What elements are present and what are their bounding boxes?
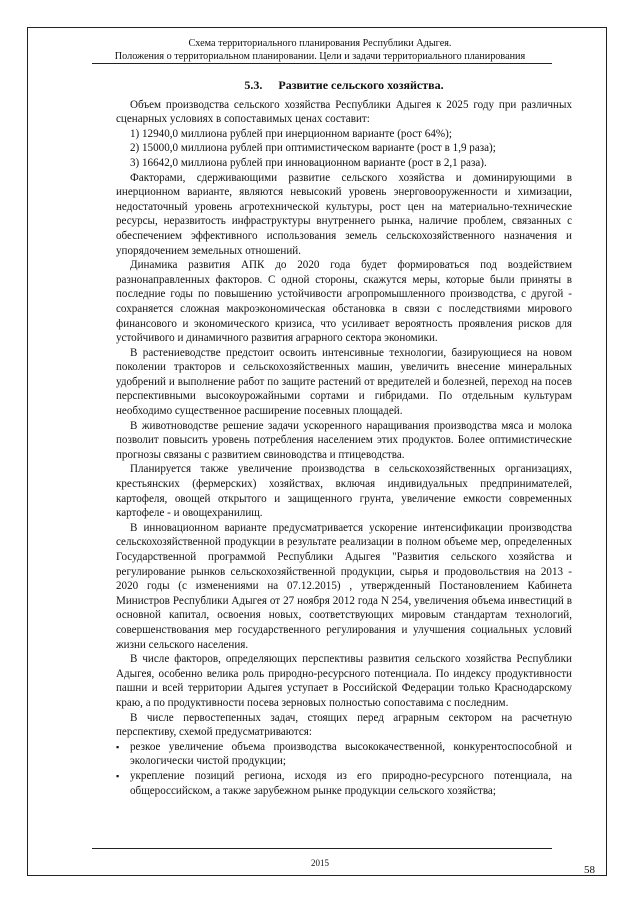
paragraph-livestock: В животноводстве решение задачи ускоренного наращивания производства мяса и молока позволит повысить уровень потребления населением этих продуктов. Более оптимистические прогнозы связаны с развитием свиноводства и птицеводства. [116,419,572,461]
page-header [76,38,564,63]
page-number: 58 [584,864,595,876]
paragraph-dynamics: Динамика развития АПК до 2020 года будет формироваться под воздействием разнонаправленных факторов. С одной стороны, скажутся меры, которые были приняты в последние годы по повышению устойчивости агропромышленного производства, с другой - сохраняется сложная макроэкономическая обстановка в связи с последствиями мирового финансового и экономического кризиса, что усиливает вероятность проявления рисков для устойчивого и динамичного развития аграрного сектора экономики. [116,259,572,345]
list-item-scenario-2: 2) 15000,0 миллиона рублей при оптимистическом варианте (рост в 1,9 раза); [130,142,496,155]
paragraph-constraints: Факторами, сдерживающими развитие сельского хозяйства и доминирующими в инерционном варианте, являются невысокий уровень энерговооруженности и химизации, недостаточный уровень агротехнической культуры, рост цен на материально-технические ресурсы, неразвитость инфраструктуры внутреннего рынка, наличие проблем, связанных с обеспечением эффективного использования земель сельскохозяйственного назначения и упорядочением земельных отношений. [116,171,572,257]
paragraph-natural-resources: В числе факторов, определяющих перспективы развития сельского хозяйства Республики Адыгея, особенно велика роль природно-ресурсного потенциала. По индексу продуктивности пашни и всей территории Адыгея уступает в Российской Федерации только Краснодарскому краю, а по продуктивности посева зерновых полностью сопоставима с последним. [116,653,572,709]
header-line-2: Положения о территориальном планировании. Цели и задачи территориального планирования [114,50,526,62]
list-item [116,740,572,769]
paragraph-production-plans: Планируется также увеличение производства в сельскохозяйственных организациях, крестьянских (фермерских) хозяйствах, включая индивидуальных предпринимателей, картофеля, овощей открытого и защищенного грунта, увеличение емкости современных картофеле - и овощехранилищ. [116,463,572,520]
paragraph-crop-farming: В растениеводстве предстоит освоить интенсивные технологии, базирующиеся на новом поколении тракторов и сельскохозяйственных машин, увеличить внесение минеральных удобрений и выполнение работ по защите растений от вредителей и болезней, переход на посев перспективными высокоурожайными сортами и гибридами. По отдельным культурам необходимо существенное расширение посевных площадей. [116,346,572,418]
bullet-text: укрепление позиций региона, исходя из его природно-ресурсного потенциала, на общероссийском, а также зарубежном рынке продукции сельского хозяйства; [130,769,572,797]
bullet-icon: ▪ [116,770,120,781]
paragraph-priorities: В числе первостепенных задач, стоящих перед аграрным сектором на расчетную перспективу, схемой предусматриваются: [116,711,572,739]
main-content [116,78,572,798]
section-title: Развитие сельского хозяйства. [278,78,444,92]
list-item-scenario-3: 3) 16642,0 миллиона рублей при инновационном варианте (рост в 2,1 раза). [130,156,487,169]
section-number: 5.3. [244,78,263,92]
bullet-text: резкое увеличение объема производства высококачественной, конкурентоспособной и экологически чистой продукции; [130,740,572,768]
list-item-scenario-1: 1) 12940,0 миллиона рублей при инерционном варианте (рост 64%); [130,127,452,140]
priority-list [116,740,572,798]
header-divider [92,63,552,64]
list-item [116,769,572,798]
section-heading [116,78,572,93]
footer-year: 2015 [311,858,329,868]
paragraph-innovation: В инновационном варианте предусматривается ускорение интенсификации производства сельскохозяйственной продукции в результате реализации в полном объеме мер, определенных Государственной программой Республики Адыгея "Развития сельского хозяйства и регулирование рынков сельскохозяйственной продукции, сырья и продовольствия на 2013 - 2020 годы (с изменениями на 07.12.2015) , утвержденный Постановлением Кабинета Министров Республики Адыгея от 27 ноября 2012 года N 254, увеличения объема инвестиций в основной капитал, освоения новых, соответствующих мировым стандартам технологий, совершенствования мер государственного регулирования и улучшения социальных условий жизни сельского населения. [116,521,572,651]
header-line-1: Схема территориального планирования Республики Адыгея. [188,38,452,49]
paragraph-intro: Объем производства сельского хозяйства Республики Адыгея к 2025 году при различных сценарных условиях в сопоставимых ценах составит: [116,98,572,126]
bullet-icon: ▪ [116,741,120,752]
footer-divider [92,848,552,849]
